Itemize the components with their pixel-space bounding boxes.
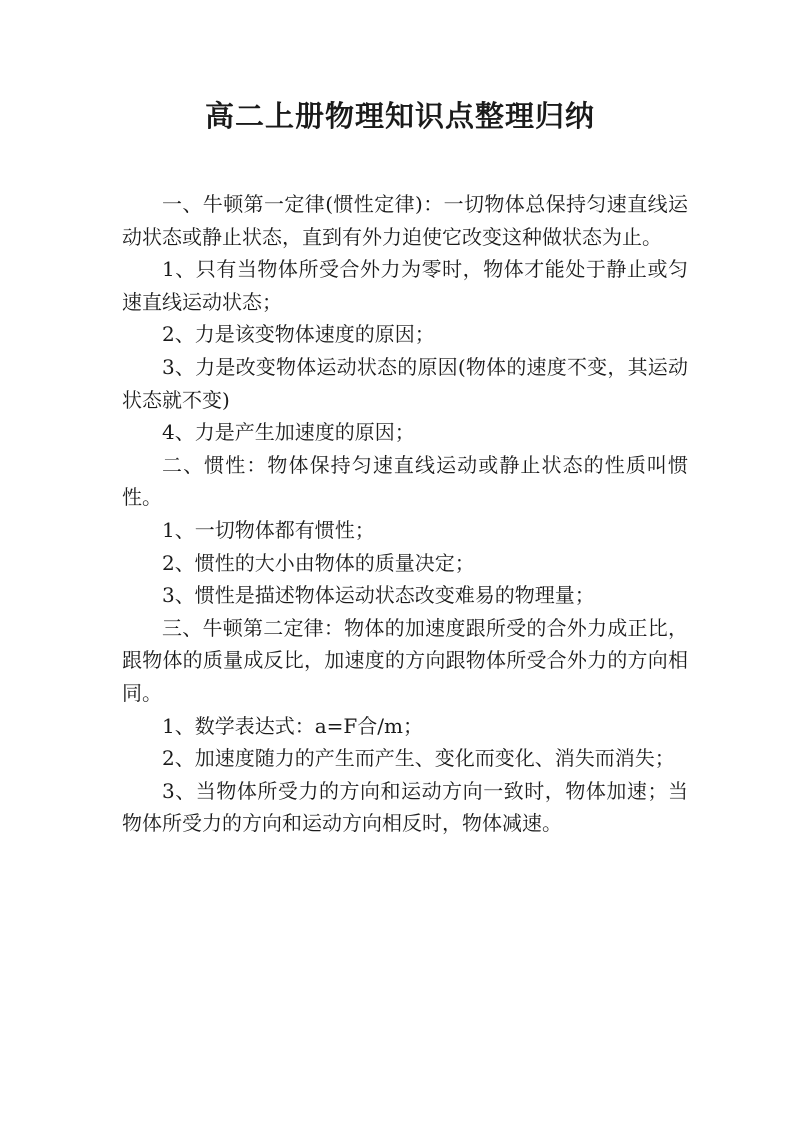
document-body (122, 188, 688, 840)
paragraph-inertia-point-3: 3、惯性是描述物体运动状态改变难易的物理量； (162, 583, 595, 608)
paragraph-inertia: 二、惯性：物体保持匀速直线运动或静止状态的性质叫惯性。 (122, 452, 688, 510)
document-title: 高二上册物理知识点整理归纳 (204, 99, 595, 133)
paragraph-point-1: 1、只有当物体所受合外力为零时，物体才能处于静止或匀速直线运动状态； (122, 257, 688, 314)
paragraph-point-2: 2、力是该变物体速度的原因； (162, 322, 435, 347)
paragraph-point-3: 3、力是改变物体运动状态的原因(物体的速度不变，其运动状态就不变) (122, 354, 688, 412)
paragraph-point-4: 4、力是产生加速度的原因； (162, 420, 415, 445)
paragraph-second-law-point-3: 3、当物体所受力的方向和运动方向一致时，物体加速；当物体所受力的方向和运动方向相反时，物体减速。 (122, 778, 688, 836)
paragraph-second-law-point-1: 1、数学表达式：a=F合/m； (162, 713, 423, 738)
paragraph-newton-first-law: 一、牛顿第一定律(惯性定律)：一切物体总保持匀速直线运动状态或静止状态，直到有外力迫使它改变这种做状态为止。 (122, 192, 688, 249)
paragraph-inertia-point-1: 1、一切物体都有惯性； (162, 517, 375, 542)
paragraph-second-law-point-2: 2、加速度随力的产生而产生、变化而变化、消失而消失； (162, 746, 675, 771)
paragraph-newton-second-law: 三、牛顿第二定律：物体的加速度跟所受的合外力成正比，跟物体的质量成反比，加速度的方向跟物体所受合外力的方向相同。 (122, 615, 688, 705)
paragraph-inertia-point-2: 2、惯性的大小由物体的质量决定； (162, 550, 475, 575)
